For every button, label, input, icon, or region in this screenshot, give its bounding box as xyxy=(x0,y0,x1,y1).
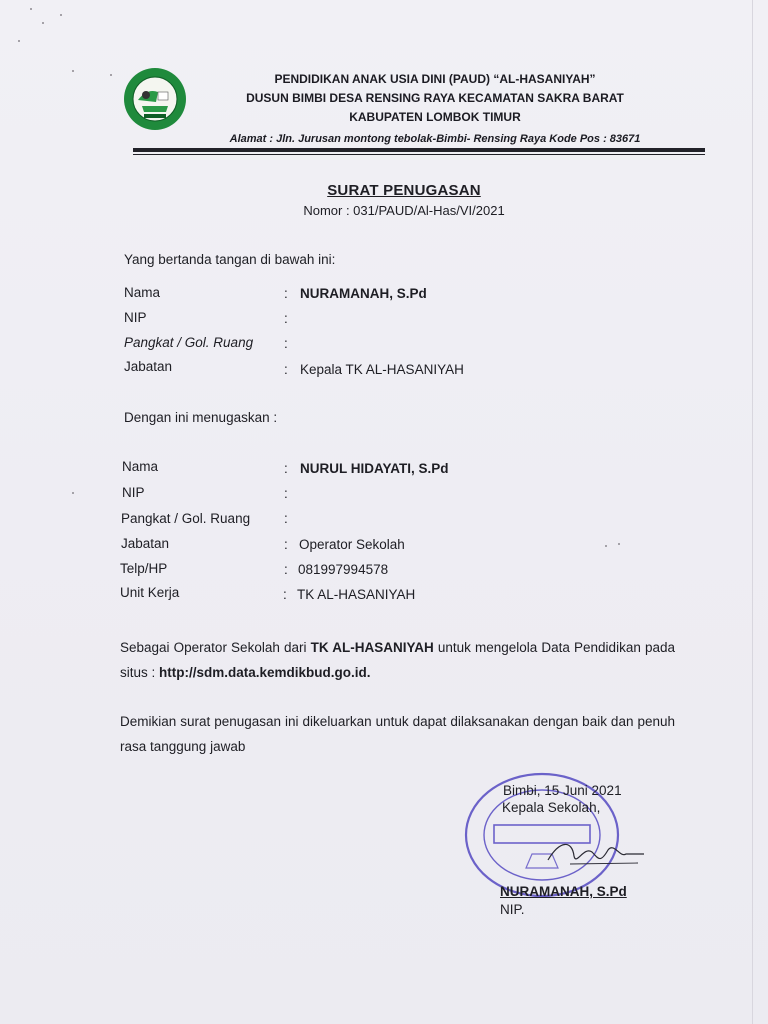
signer-intro: Yang bertanda tangan di bawah ini: xyxy=(124,252,336,267)
colon: : xyxy=(284,511,288,526)
colon: : xyxy=(284,562,288,577)
handwritten-signature xyxy=(540,830,650,875)
scan-speck xyxy=(618,543,620,545)
scan-speck xyxy=(605,545,607,547)
assignee-position-value: Operator Sekolah xyxy=(299,537,405,552)
document-title: SURAT PENUGASAN xyxy=(327,182,481,199)
scan-speck xyxy=(30,8,32,10)
signer-name-value: NURAMANAH, S.Pd xyxy=(300,286,427,301)
letterhead-line1: PENDIDIKAN ANAK USIA DINI (PAUD) “AL-HASANIYAH” xyxy=(274,72,596,86)
colon: : xyxy=(284,461,288,476)
document-number: Nomor : 031/PAUD/Al-Has/VI/2021 xyxy=(303,203,505,218)
assignee-unit-label: Unit Kerja xyxy=(120,585,180,600)
paragraph-text: Sebagai Operator Sekolah dari xyxy=(120,640,311,655)
assignee-phone-label: Telp/HP xyxy=(120,561,168,576)
letterhead-rule xyxy=(133,148,705,152)
assignee-name-value: NURUL HIDAYATI, S.Pd xyxy=(300,461,449,476)
colon: : xyxy=(284,336,288,351)
scan-speck xyxy=(42,22,44,24)
colon: : xyxy=(284,537,288,552)
signer-nip: NIP. xyxy=(500,902,525,917)
colon: : xyxy=(284,486,288,501)
letterhead-line3: KABUPATEN LOMBOK TIMUR xyxy=(349,110,521,124)
signer-title: Kepala Sekolah, xyxy=(502,800,601,815)
closing-paragraph: Demikian surat penugasan ini dikeluarkan untuk dapat dilaksanakan dengan baik dan penuh rasa tanggung jawab xyxy=(120,714,675,754)
school-logo xyxy=(122,66,188,132)
signing-place-date: Bimbi, 15 Juni 2021 xyxy=(503,783,622,798)
scan-speck xyxy=(60,14,62,16)
assignment-paragraph xyxy=(120,635,675,685)
signer-nip-label: NIP xyxy=(124,310,147,325)
assignee-nip-label: NIP xyxy=(122,485,145,500)
scan-speck xyxy=(18,40,20,42)
website-url: http://sdm.data.kemdikbud.go.id. xyxy=(159,665,371,680)
signer-name: NURAMANAH, S.Pd xyxy=(500,884,627,899)
signer-position-label: Jabatan xyxy=(124,359,173,374)
assignee-name-label: Nama xyxy=(122,459,159,474)
letterhead-address: Alamat : Jln. Jurusan montong tebolak-Bimbi- Rensing Raya Kode Pos : 83671 xyxy=(229,133,641,145)
signer-position-value: Kepala TK AL-HASANIYAH xyxy=(300,362,464,377)
assignee-position-label: Jabatan xyxy=(121,536,170,551)
colon: : xyxy=(283,587,287,602)
letterhead xyxy=(200,70,670,127)
paragraph-text: untuk mengelola Data Pendidikan pada situs : xyxy=(120,640,675,680)
assignee-rank-label: Pangkat / Gol. Ruang xyxy=(121,511,251,526)
scan-speck xyxy=(72,70,74,72)
letterhead-rule-thin xyxy=(133,154,705,155)
scan-speck xyxy=(110,74,112,76)
colon: : xyxy=(284,286,288,301)
assignee-phone-value: 081997994578 xyxy=(298,562,389,577)
colon: : xyxy=(284,362,288,377)
letterhead-line2: DUSUN BIMBI DESA RENSING RAYA KECAMATAN SAKRA BARAT xyxy=(246,91,624,105)
signer-rank-label: Pangkat / Gol. Ruang xyxy=(124,335,254,350)
assignee-intro: Dengan ini menugaskan : xyxy=(124,410,278,425)
school-name: TK AL-HASANIYAH xyxy=(310,640,434,655)
colon: : xyxy=(284,311,288,326)
scan-edge xyxy=(752,0,753,1024)
assignee-unit-value: TK AL-HASANIYAH xyxy=(297,587,416,602)
signer-name-label: Nama xyxy=(124,285,161,300)
scan-speck xyxy=(72,492,74,494)
